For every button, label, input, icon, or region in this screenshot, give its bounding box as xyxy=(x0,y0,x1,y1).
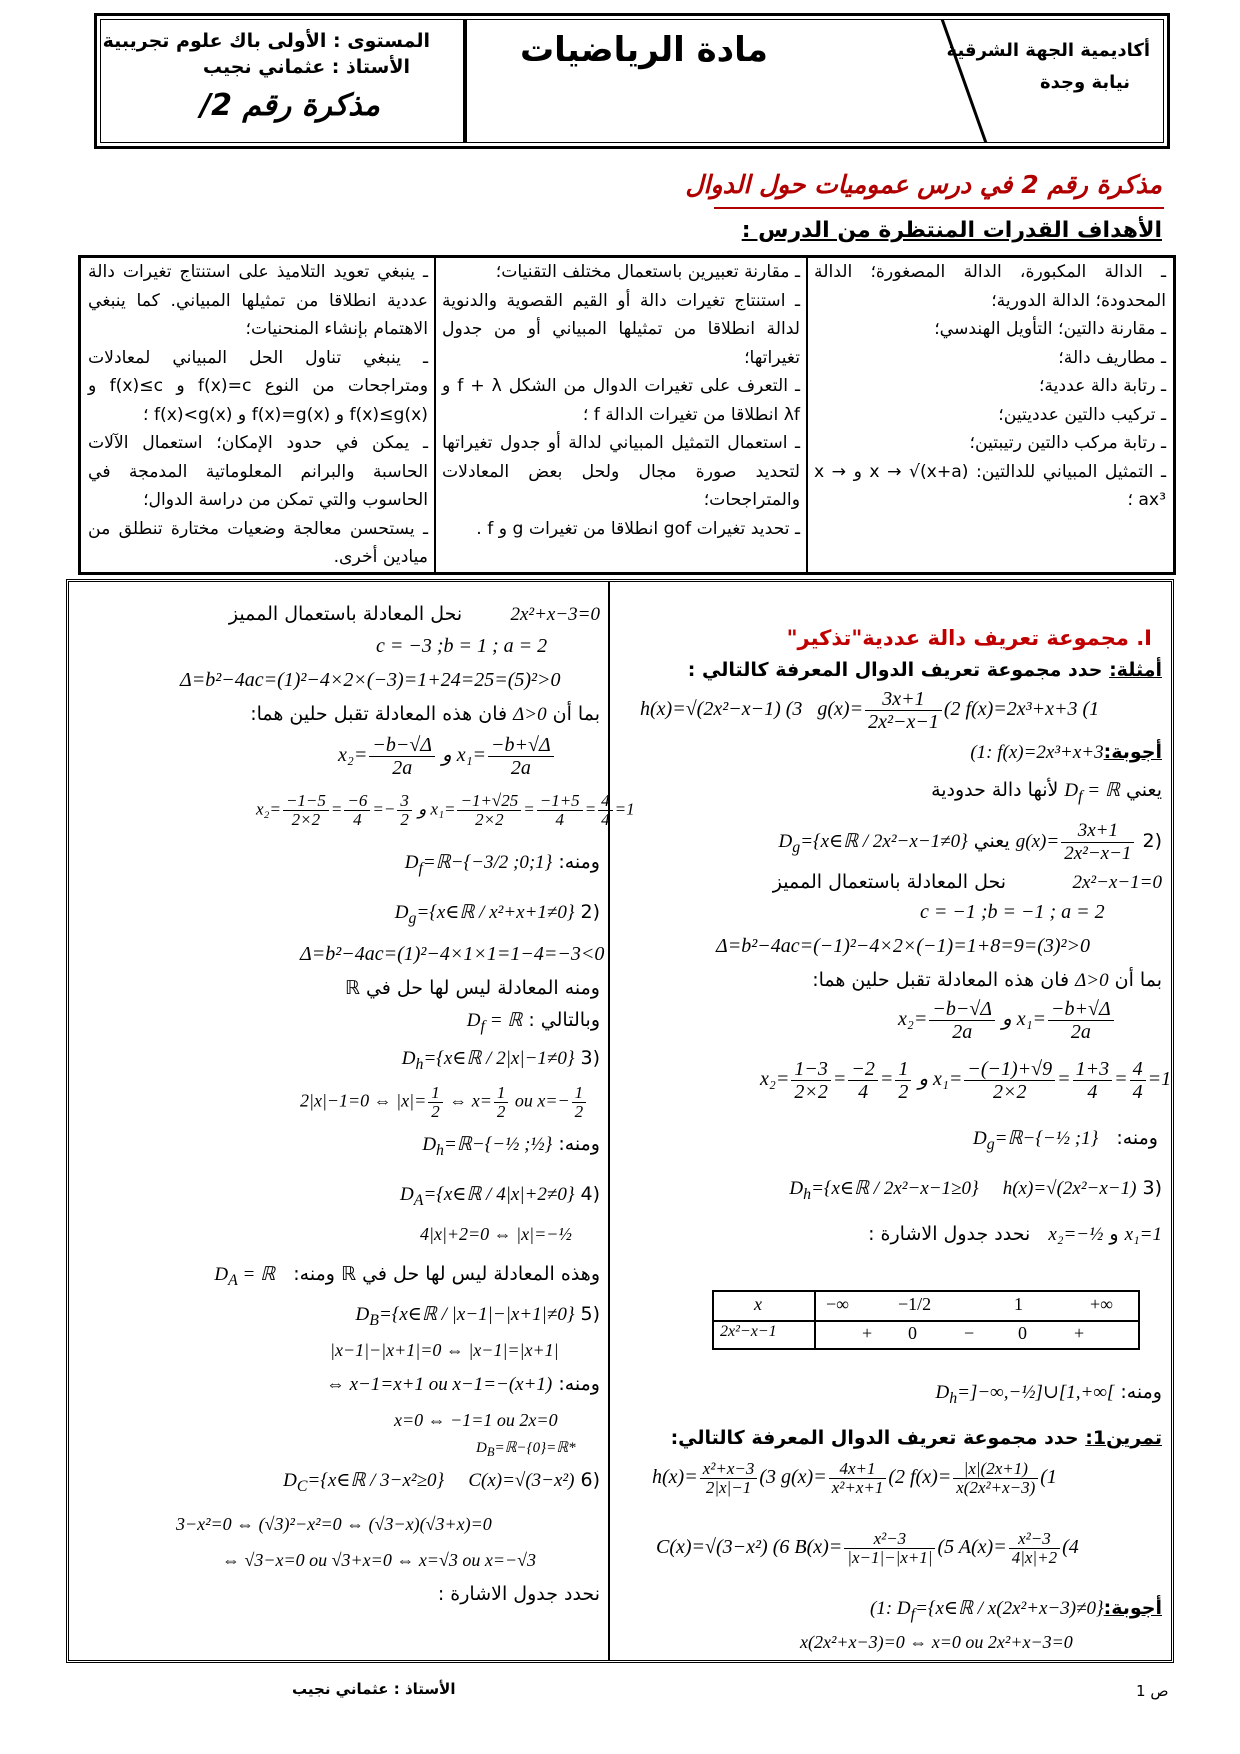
sign-point: −1/2 xyxy=(898,1294,932,1314)
answer1-line: أجوبة:(1: f(x)=2x³+x+3 xyxy=(970,741,1162,763)
subject-title: مادة الرياضيات xyxy=(520,30,768,70)
example-functions: h(x)=√(2x²−x−1) (3 g(x)= $\frac{3x+1}{\text{2x²−x−1}}$ (2 f(x)=2x³+x+3 (1 xyxy=(640,688,1100,733)
answers2-label: أجوبة: xyxy=(1103,1597,1162,1619)
no-solution-text: وهذه المعادلة ليس لها حل في xyxy=(362,1263,600,1285)
sign-value: + xyxy=(1074,1323,1085,1343)
guideline-item: ـ ينبغي تعويد التلاميذ على استنتاج تغيرات دالة عددية انطلاقا من تمثيلها المبياني. كما ينبغي الاهتمام بإنشاء المنحنيات؛ xyxy=(88,262,428,339)
guideline-item: ـ يستحسن معالجة وضعيات مختارة تنطلق من ميادين أخرى. xyxy=(88,518,428,567)
no-solution-line: ومنه المعادلة ليس لها حل في ℝ xyxy=(344,977,600,999)
dh-result: ومنه: $D_h=]-\infty,-\frac{1}{2}]\cup[1,+\infty$[ xyxy=(935,1381,1162,1407)
db-solve-1: |x−1|−|x+1|=0 ⇔ |x−1|=|x+1| xyxy=(330,1340,559,1360)
dh-result-left: ومنه: $D_h=ℝ-\{-\frac{1}{2}$ ;½} xyxy=(422,1133,600,1159)
no-solution-text: ومنه المعادلة ليس لها حل في xyxy=(365,977,600,999)
da-solve-left: 4|x|+2=0 ⇔ |x|=−½ xyxy=(420,1224,572,1244)
memo-number: مذكرة رقم 2/ xyxy=(200,88,380,123)
sign-f-label: 2x²−x−1 xyxy=(720,1323,777,1340)
db-result: $D_B=ℝ-\{0\}=ℝ*$ xyxy=(476,1440,576,1459)
solve-delta-text: نحل المعادلة باستعمال المميز xyxy=(228,603,463,625)
polynomial-reason: لأنها دالة حدودية xyxy=(931,779,1059,801)
objective-item: ـ تركيب دالتين عدديتين؛ xyxy=(998,404,1166,425)
da-result-left: وهذه المعادلة ليس لها حل في ℝ ومنه: $D_A$ = ℝ xyxy=(214,1263,600,1289)
dg-set-left: (2 $D_g=\{x\in ℝ / x^2+x+1\ne 0\}$ xyxy=(394,901,600,927)
hence-text: ومنه: xyxy=(1120,1381,1162,1403)
sign-table-line: x₁=1 و x₂=−½ نحدد جدول الاشارة : xyxy=(868,1223,1162,1245)
solve-line-left: 2x²+x−3=0 نحل المعادلة باستعمال المميز xyxy=(228,603,600,625)
hence-text: ومنه: xyxy=(558,1373,600,1395)
hence-text: ومنه: xyxy=(558,851,600,873)
sign-table-label: نحدد جدول الاشارة : xyxy=(868,1223,1031,1245)
examples-line xyxy=(688,658,1162,682)
since-line-left: بما أن Δ>0 فان هذه المعادلة تقبل حلين هما: xyxy=(250,703,600,725)
sign-value: − xyxy=(964,1323,975,1343)
sign-table xyxy=(712,1290,1140,1350)
discriminant-left: Δ=b²−4ac=(1)²−4×2×(−3)=1+24=25=(5)²>0 xyxy=(180,669,561,691)
coefficients-left: c = −3 ;b = 1 ; a = 2 xyxy=(376,635,548,657)
da-set-left: (4 $D_A=\{x\in ℝ / 4|x|+2\ne 0\}$ xyxy=(400,1183,600,1209)
roots-values-left: x₂= $\frac{-1-5}{2\times 2}$ = $\frac{-6}{4}$ =− $\frac{3}{2}$ و x₁= $\frac{-1+√25}{2\times 2}$ = $\frac{-1+5}{4}$ = $\frac{4}{4}$ =1 xyxy=(256,791,635,829)
examples-text: حدد مجموعة تعريف الدوال المعرفة كالتالي : xyxy=(687,659,1103,681)
objective-item: ـ استعمال التمثيل المبياني لدالة أو جدول تغيراتها لتحديد صورة مجال ولحل بعض المعادلات والمتراجحات؛ xyxy=(442,433,800,510)
sign-table-hline xyxy=(714,1320,1138,1322)
examples-label: أمثلة: xyxy=(1109,659,1162,681)
sign-value: 0 xyxy=(1018,1323,1027,1343)
solve-delta-text: نحل المعادلة باستعمال المميز xyxy=(772,871,1007,893)
objective-item: ـ استنتاج تغيرات دالة أو القيم القصوية والدنوية لدالة انطلاقا من تمثيلها المبياني أو من جدول تغيراتها؛ xyxy=(442,290,800,368)
guideline-item: ـ يمكن في حدود الإمكان؛ استعمال الآلات الحاسبة والبرانم المعلوماتية المدمجة في الحاسوب والتي تمكن من دراسة الدوال؛ xyxy=(88,433,428,510)
db-solve-2: ومنه: ⇔ x−1=x+1 ou x−1=−(x+1) xyxy=(325,1373,600,1395)
objective-item: ـ مطاريف دالة؛ xyxy=(1058,347,1166,368)
dg-result-left: وبالتالي : $D_f$ = ℝ xyxy=(466,1009,600,1035)
answer2-line: (2 g(x)= $\frac{3x+1}{\text{2x²−x−1}}$ يعني $D_g=\{x\in ℝ / 2x^2-x-1\ne 0\}$ xyxy=(778,820,1162,864)
roots-values-right: x₂= $\frac{1-3}{2\times 2}$ = $\frac{-2}{4}$ = $\frac{1}{2}$ و x₁= $\frac{-(-1)+√9}{2\times 2}$ = $\frac{1+3}{4}$ = $\frac{4}{4}$ =1 xyxy=(760,1058,1172,1103)
level-label: المستوى : الأولى باك علوم تجريبية xyxy=(102,30,430,52)
exercise-line xyxy=(671,1426,1162,1450)
hence-text: ومنه: xyxy=(1116,1127,1158,1149)
answers-label: أجوبة: xyxy=(1103,741,1162,763)
dh-solve-left: 2|x|−1=0 ⇔ |x|= $\frac{1}{2}$ ⇔ x= $\frac{1}{2}$ ou x=− $\frac{1}{2}$ xyxy=(300,1084,588,1121)
objective-item: ـ مقارنة دالتين؛ التأويل الهندسي؛ xyxy=(934,319,1166,339)
objective-item: ـ رتابة مركب دالتين رتيبتين؛ xyxy=(969,433,1166,453)
exercise-answer1: أجوبة:(1: $D_f=\{x\in ℝ / x(2x^2+x-3)\ne 0\}$ xyxy=(870,1597,1162,1623)
objective-item: ـ التمثيل المبياني للدالتين: x → √(x+a) و x → ax³ ؛ xyxy=(814,461,1166,510)
delegation-label: نيابة وجدة xyxy=(1040,72,1130,93)
dc-solve-1: 3−x²=0 ⇔ (√3)²−x²=0 ⇔ (√3−x)(√3+x)=0 xyxy=(176,1514,492,1534)
header-separator xyxy=(463,19,467,143)
discriminant2-left: Δ=b²−4ac=(1)²−4×1×1=1−4=−3<0 xyxy=(300,943,605,965)
goals-heading: الأهداف القدرات المنتظرة من الدرس : xyxy=(741,218,1162,243)
title-underline xyxy=(714,207,1164,209)
coefficients-right: c = −1 ;b = −1 ; a = 2 xyxy=(920,901,1105,923)
roots-formula-right: x₂= $\frac{-b-√\Delta}{2a}$ و x₁= $\frac{-b+√\Delta}{2a}$ xyxy=(898,998,1116,1043)
sign-value: + xyxy=(862,1323,873,1343)
df-result-left: ومنه: $D_f=ℝ-\{-3/2$ ;0;1} xyxy=(404,851,600,877)
dh-set-left: (3 $D_h=\{x\in ℝ / 2|x|-1\ne 0\}$ xyxy=(401,1047,600,1073)
objective-item: ـ تحديد تغيرات gof انطلاقا من تغيرات g و f . xyxy=(476,518,800,539)
and-text: و xyxy=(1109,1223,1119,1245)
objectives-col-capacities-1 xyxy=(808,258,1172,572)
exercise-text: حدد مجموعة تعريف الدوال المعرفة كالتالي: xyxy=(670,1427,1079,1449)
section-title: مجموعة تعريف دالة عددية"تذكير" xyxy=(786,626,1129,650)
since-line-right: بما أن Δ>0 فان هذه المعادلة تقبل حلين هما: xyxy=(812,969,1162,991)
means-text: يعني xyxy=(1125,779,1162,801)
objective-item: ـ الدالة المكبورة، الدالة المصغورة؛ الدالة المحدودة؛ الدالة الدورية؛ xyxy=(814,262,1166,311)
db-solve-3: x=0 ⇔ −1=1 ou 2x=0 xyxy=(394,1410,558,1430)
therefore-text: وبالتالي : xyxy=(528,1009,600,1031)
dc-solve-2: ⇔ √3−x=0 ou √3+x=0 ⇔ x=√3 ou x=−√3 xyxy=(222,1550,536,1570)
footer-teacher: الأستاذ : عثماني نجيب xyxy=(292,1680,456,1698)
objectives-col-capacities-2 xyxy=(436,258,806,572)
two-roots-text: فان هذه المعادلة تقبل حلين هما: xyxy=(812,969,1070,991)
discriminant-right: Δ=b²−4ac=(−1)²−4×2×(−1)=1+8=9=(3)²>0 xyxy=(716,935,1091,957)
since-text: بما أن xyxy=(1114,969,1162,991)
exercise-functions-1: h(x)= $\frac{\text{x²+x−3}}{2|x|-1}$ (3 g(x)= $\frac{4x+1}{\text{x²+x+1}}$ (2 f(x)= $\frac{|x|(2x+1)}{\text{x(2x²+x−3)}}$ (1 xyxy=(652,1459,1057,1497)
exercise-label: تمرين1: xyxy=(1085,1427,1162,1449)
answer1-domain: يعني $D_f$ = ℝ لأنها دالة حدودية xyxy=(931,779,1162,805)
dg-result: ومنه: $D_g=ℝ-\{-\frac{1}{2}$ ;1} xyxy=(972,1127,1158,1153)
teacher-label: الأستاذ : عثماني نجيب xyxy=(202,56,410,78)
page-number: ص 1 xyxy=(1136,1682,1169,1700)
dc-set-left: (6 C(x)=√(3−x²) $D_C=\{x\in ℝ / 3-x^2\ge 0\}$ xyxy=(283,1469,600,1495)
objectives-col-guidelines xyxy=(82,258,434,572)
section-heading xyxy=(787,626,1152,650)
db-set-left: (5 $D_B=\{x\in ℝ / |x-1|-|x+1|\ne 0\}$ xyxy=(355,1303,600,1329)
answer3-line: (3 h(x)=√(2x²−x−1) $D_h=\{x\in ℝ / 2x^2-x-1\ge 0\}$ xyxy=(789,1177,1162,1203)
objective-item: ـ التعرف على تغيرات الدوال من الشكل f + λ و λf انطلاقا من تغيرات الدالة f ؛ xyxy=(442,376,800,425)
means-text: يعني xyxy=(973,829,1010,852)
sign-value: 0 xyxy=(908,1323,917,1343)
sign-point: 1 xyxy=(1014,1294,1023,1314)
since-text: بما أن xyxy=(552,703,600,725)
roots-formula-left: x₂= $\frac{-b-√\Delta}{2a}$ و x₁= $\frac{-b+√\Delta}{2a}$ xyxy=(338,734,556,779)
exercise-functions-2: C(x)=√(3−x²) (6 B(x)= $\frac{\text{x²−3}}{|x-1|-|x+1|}$ (5 A(x)= $\frac{\text{x²−3}}{4|x|+2}$ (4 xyxy=(656,1529,1079,1567)
hence-text: ومنه: xyxy=(293,1263,335,1285)
exercise-answer1-solve: x(2x²+x−3)=0 ⇔ x=0 ou 2x²+x−3=0 xyxy=(800,1632,1073,1652)
hence-text: ومنه: xyxy=(558,1133,600,1155)
sign-point: −∞ xyxy=(826,1294,849,1314)
lesson-title: مذكرة رقم 2 في درس عموميات حول الدوال xyxy=(685,170,1162,199)
objective-item: ـ مقارنة تعبيرين باستعمال مختلف التقنيات؛ xyxy=(495,262,800,282)
academy-label: أكاديمية الجهة الشرقية xyxy=(946,40,1150,61)
column-separator xyxy=(608,582,610,1660)
section-number: I. xyxy=(1136,626,1152,650)
sign-x-label: x xyxy=(754,1294,762,1314)
sign-table-label-left: نحدد جدول الاشارة : xyxy=(437,1583,600,1605)
two-roots-text: فان هذه المعادلة تقبل حلين هما: xyxy=(250,703,508,725)
solve-line-right: 2x²−x−1=0 نحل المعادلة باستعمال المميز xyxy=(772,871,1162,893)
guideline-item: ـ ينبغي تناول الحل المبياني لمعادلات ومتراجحات من النوع f(x)=c و f(x)≤c و f(x)≤g(x) و f(x)=g(x) و f(x)<g(x) ؛ xyxy=(88,347,428,425)
sign-table-vline xyxy=(814,1292,816,1348)
sign-point: +∞ xyxy=(1090,1294,1113,1314)
objective-item: ـ رتابة دالة عددية؛ xyxy=(1038,376,1166,396)
